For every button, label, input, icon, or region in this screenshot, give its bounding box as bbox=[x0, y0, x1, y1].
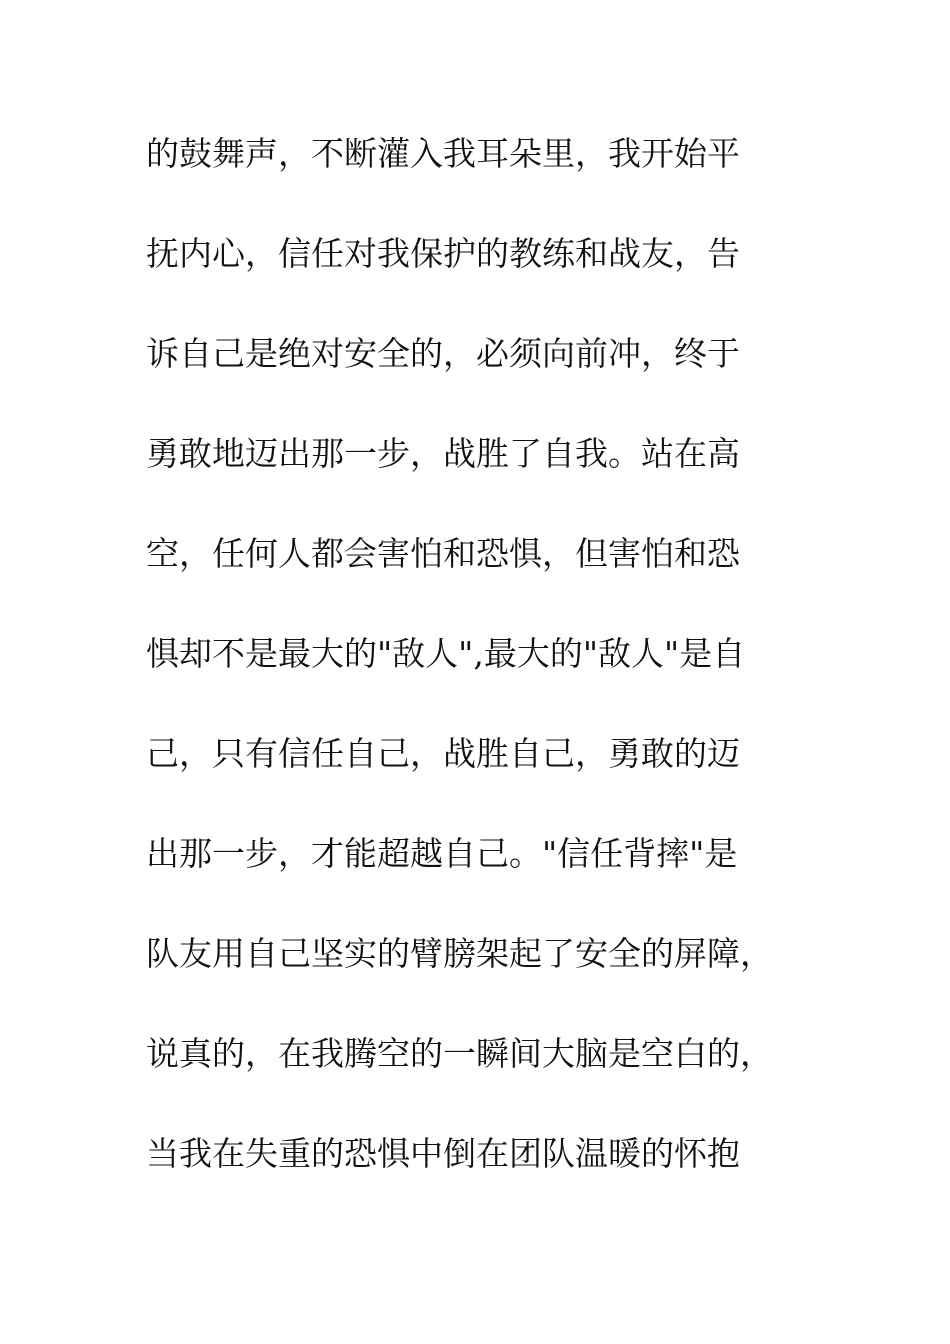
text-line-4: 勇敢地迈出那一步，战胜了自我。站在高 bbox=[146, 434, 740, 473]
text-line-8: 出那一步，才能超越自己。"信任背摔"是 bbox=[146, 834, 738, 873]
text-line-3: 诉自己是绝对安全的，必须向前冲，终于 bbox=[146, 334, 740, 373]
text-line-2: 抚内心，信任对我保护的教练和战友，告 bbox=[146, 234, 740, 273]
text-line-1: 的鼓舞声，不断灌入我耳朵里，我开始平 bbox=[146, 134, 740, 173]
text-line-5: 空，任何人都会害怕和恐惧，但害怕和恐 bbox=[146, 534, 740, 573]
body-text bbox=[146, 125, 806, 1225]
text-line-6: 惧却不是最大的"敌人",最大的"敌人"是自 bbox=[146, 634, 746, 673]
text-line-10: 说真的，在我腾空的一瞬间大脑是空白的， bbox=[146, 1034, 773, 1073]
text-line-11: 当我在失重的恐惧中倒在团队温暖的怀抱 bbox=[146, 1134, 740, 1173]
text-line-7: 己，只有信任自己，战胜自己，勇敢的迈 bbox=[146, 734, 740, 773]
text-line-9: 队友用自己坚实的臂膀架起了安全的屏障， bbox=[146, 934, 773, 973]
